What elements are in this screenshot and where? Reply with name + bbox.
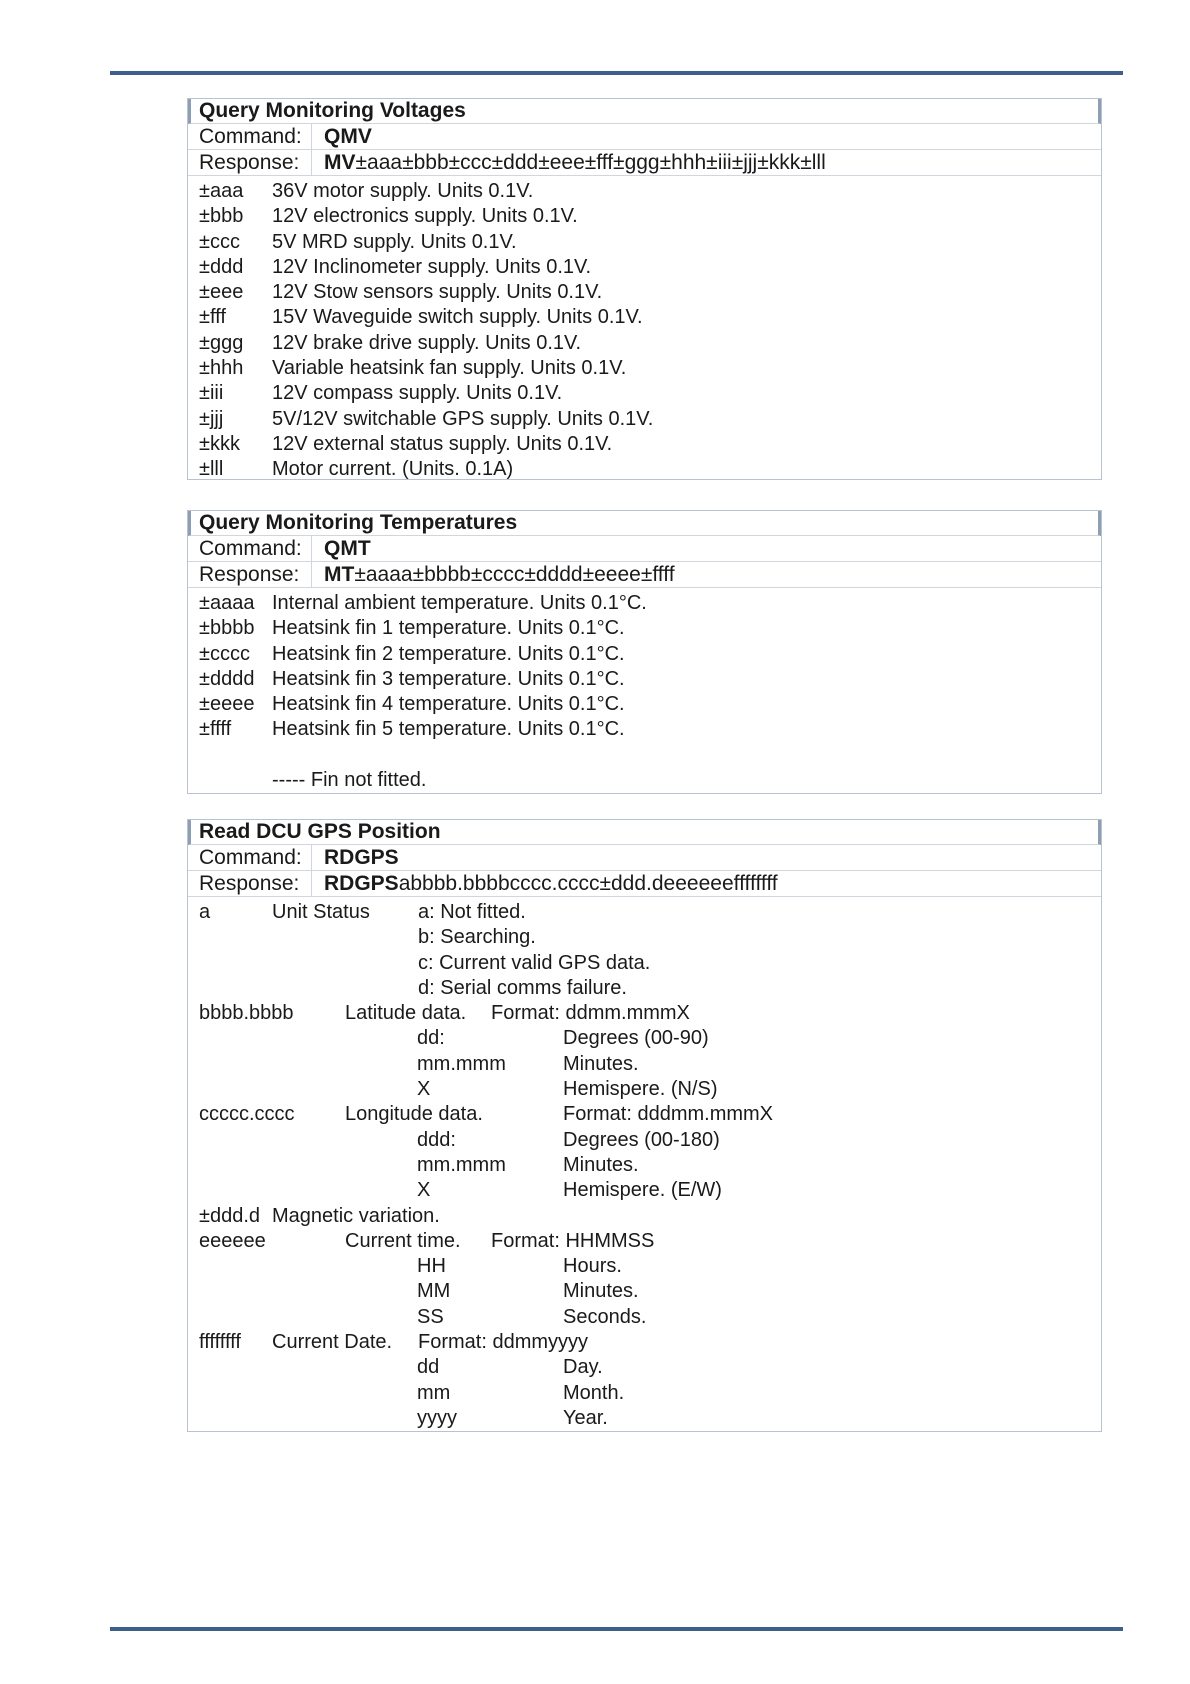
- command-row: [188, 536, 1101, 562]
- block-title: Query Monitoring Temperatures: [188, 511, 1101, 536]
- command-value: QMT: [324, 536, 371, 560]
- list-item: mm.mmm Minutes.: [417, 1153, 639, 1176]
- list-item: eeeeee Current time. Format: HHMMSS: [199, 1229, 655, 1252]
- response-format: abbbb.bbbbcccc.cccc±ddd.deeeeeeffffffff: [398, 871, 778, 895]
- gps-block: [187, 819, 1102, 1432]
- list-item: ±eee 12V Stow sensors supply. Units 0.1V.: [199, 281, 603, 304]
- list-item: ccccc.cccc Longitude data. Format: dddmm.mmmX: [199, 1103, 774, 1126]
- response-format: ±aaaa±bbbb±cccc±dddd±eeee±ffff: [354, 562, 675, 586]
- list-item: ±aaa 36V motor supply. Units 0.1V.: [199, 180, 534, 202]
- list-item: ±ddd.d Magnetic variation.: [199, 1204, 440, 1227]
- command-value: QMV: [324, 124, 372, 148]
- list-item: SS Seconds.: [417, 1305, 647, 1328]
- list-item: ±fff 15V Waveguide switch supply. Units 0.1V.: [199, 306, 643, 329]
- command-row: [188, 845, 1101, 871]
- response-prefix: MT: [324, 562, 355, 586]
- response-label: Response:: [188, 150, 312, 175]
- block-title: Query Monitoring Voltages: [188, 99, 1101, 124]
- note: ----- Fin not fitted.: [272, 769, 427, 792]
- list-item: ±kkk 12V external status supply. Units 0.1V.: [199, 432, 613, 455]
- response-label: Response:: [188, 871, 312, 896]
- parameter-list: [188, 176, 1101, 479]
- list-item: yyyy Year.: [417, 1406, 608, 1429]
- parameter-list: [188, 897, 1101, 1431]
- list-item: mm Month.: [417, 1381, 625, 1404]
- list-item: X Hemispere. (N/S): [417, 1078, 718, 1101]
- header-rule: [110, 71, 1123, 75]
- command-row: [188, 124, 1101, 150]
- list-item: mm.mmm Minutes.: [417, 1052, 639, 1075]
- list-item: HH Hours.: [417, 1255, 622, 1278]
- list-item: ±ccc 5V MRD supply. Units 0.1V.: [199, 230, 517, 253]
- list-item: b: Searching.: [418, 926, 536, 949]
- list-item: ±bbbb Heatsink fin 1 temperature. Units 0.1°C.: [199, 617, 625, 640]
- list-item: ±cccc Heatsink fin 2 temperature. Units 0.1°C.: [199, 642, 625, 665]
- list-item: ±aaaa Internal ambient temperature. Units 0.1°C.: [199, 592, 647, 614]
- block-title: Read DCU GPS Position: [188, 820, 1101, 845]
- response-row: [188, 562, 1101, 588]
- list-item: ±ggg 12V brake drive supply. Units 0.1V.: [199, 331, 582, 354]
- parameter-list: [188, 588, 1101, 793]
- list-item: bbbb.bbbb Latitude data. Format: ddmm.mmmX: [199, 1002, 690, 1025]
- list-item: dd: Degrees (00-90): [417, 1027, 709, 1050]
- response-row: [188, 150, 1101, 176]
- list-item: ±ddd 12V Inclinometer supply. Units 0.1V.: [199, 255, 592, 278]
- list-item: d: Serial comms failure.: [418, 976, 627, 999]
- command-value: RDGPS: [324, 845, 399, 869]
- footer-rule: [110, 1627, 1123, 1631]
- list-item: a Unit Status a: Not fitted.: [199, 901, 526, 923]
- list-item: ±jjj 5V/12V switchable GPS supply. Units 0.1V.: [199, 407, 654, 430]
- list-item: ffffffff Current Date. Format: ddmmyyyy: [199, 1331, 589, 1354]
- list-item: ±iii 12V compass supply. Units 0.1V.: [199, 382, 563, 405]
- voltages-block: [187, 98, 1102, 480]
- list-item: dd Day.: [417, 1356, 603, 1379]
- list-item: ddd: Degrees (00-180): [417, 1128, 720, 1151]
- command-label: Command:: [188, 124, 312, 149]
- response-prefix: MV: [324, 150, 356, 174]
- list-item: ±eeee Heatsink fin 4 temperature. Units 0.1°C.: [199, 693, 625, 716]
- response-label: Response:: [188, 562, 312, 587]
- list-item: MM Minutes.: [417, 1280, 639, 1303]
- list-item: ±dddd Heatsink fin 3 temperature. Units 0.1°C.: [199, 667, 625, 690]
- response-row: [188, 871, 1101, 897]
- list-item: X Hemispere. (E/W): [417, 1179, 722, 1202]
- response-format: ±aaa±bbb±ccc±ddd±eee±fff±ggg±hhh±iii±jjj±kkk±lll: [355, 150, 826, 174]
- list-item: ±hhh Variable heatsink fan supply. Units 0.1V.: [199, 357, 627, 380]
- list-item: ±lll Motor current. (Units. 0.1A): [199, 458, 514, 481]
- list-item: ±ffff Heatsink fin 5 temperature. Units 0.1°C.: [199, 718, 625, 741]
- response-prefix: RDGPS: [324, 871, 399, 895]
- list-item: ±bbb 12V electronics supply. Units 0.1V.: [199, 205, 578, 228]
- temperatures-block: [187, 510, 1102, 794]
- list-item: c: Current valid GPS data.: [418, 951, 651, 974]
- command-label: Command:: [188, 536, 312, 561]
- command-label: Command:: [188, 845, 312, 870]
